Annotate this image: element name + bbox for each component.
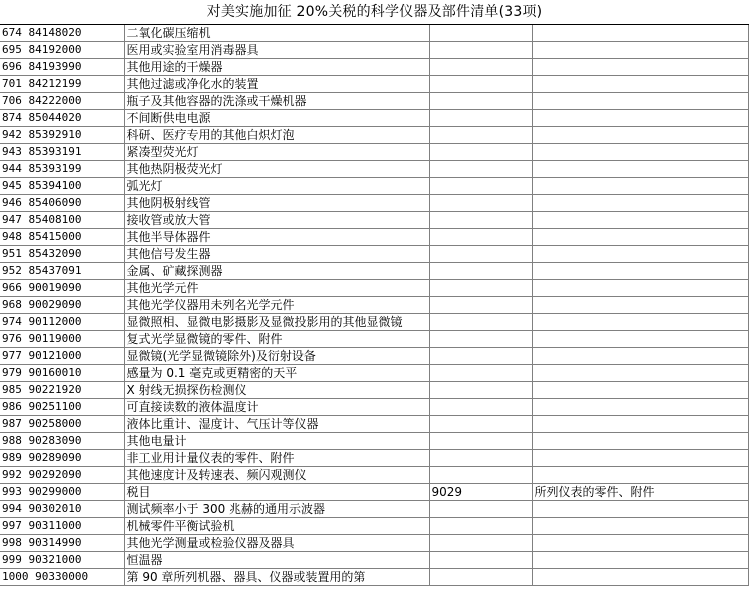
heading-desc-cell[interactable] bbox=[532, 501, 748, 518]
table-row bbox=[0, 178, 748, 195]
heading-desc-cell[interactable]: 所列仪表的零件、附件 bbox=[532, 484, 748, 501]
table-row bbox=[0, 382, 748, 399]
item-code-cell[interactable]: 987 90258000 bbox=[0, 416, 124, 433]
heading-code-cell[interactable] bbox=[429, 552, 532, 569]
heading-code-cell[interactable] bbox=[429, 127, 532, 144]
item-name-cell[interactable]: 其他阴极射线管 bbox=[124, 195, 429, 212]
table-row bbox=[0, 212, 748, 229]
item-name-cell[interactable]: 非工业用计量仪表的零件、附件 bbox=[124, 450, 429, 467]
table-row bbox=[0, 501, 748, 518]
heading-code-cell[interactable] bbox=[429, 297, 532, 314]
heading-desc-cell[interactable] bbox=[532, 399, 748, 416]
heading-code-cell[interactable] bbox=[429, 110, 532, 127]
item-name-cell[interactable]: 其他光学元件 bbox=[124, 280, 429, 297]
table-row bbox=[0, 365, 748, 382]
table-row bbox=[0, 297, 748, 314]
item-code-cell[interactable]: 952 85437091 bbox=[0, 263, 124, 280]
item-code-cell[interactable]: 986 90251100 bbox=[0, 399, 124, 416]
item-name-cell[interactable]: 显微镜(光学显微镜除外)及衍射设备 bbox=[124, 348, 429, 365]
heading-code-cell[interactable] bbox=[429, 348, 532, 365]
table-row bbox=[0, 535, 748, 552]
item-name-cell[interactable]: 接收管或放大管 bbox=[124, 212, 429, 229]
item-code-cell[interactable]: 946 85406090 bbox=[0, 195, 124, 212]
heading-desc-cell[interactable] bbox=[532, 59, 748, 76]
item-code-cell[interactable]: 974 90112000 bbox=[0, 314, 124, 331]
item-code-cell[interactable]: 701 84212199 bbox=[0, 76, 124, 93]
table-row bbox=[0, 416, 748, 433]
heading-desc-cell[interactable] bbox=[532, 110, 748, 127]
item-name-cell[interactable]: 其他过滤或净化水的装置 bbox=[124, 76, 429, 93]
heading-desc-cell[interactable] bbox=[532, 246, 748, 263]
table-row bbox=[0, 195, 748, 212]
heading-desc-cell[interactable] bbox=[532, 42, 748, 59]
item-name-cell[interactable]: 显微照相、显微电影摄影及显微投影用的其他显微镜 bbox=[124, 314, 429, 331]
item-name-cell[interactable]: 复式光学显微镜的零件、附件 bbox=[124, 331, 429, 348]
item-name-cell[interactable]: 机械零件平衡试验机 bbox=[124, 518, 429, 535]
item-code-cell[interactable]: 948 85415000 bbox=[0, 229, 124, 246]
heading-code-cell[interactable] bbox=[429, 280, 532, 297]
table-row bbox=[0, 25, 748, 42]
item-name-cell[interactable]: 可直接读数的液体温度计 bbox=[124, 399, 429, 416]
heading-code-cell[interactable] bbox=[429, 433, 532, 450]
item-code-cell[interactable]: 992 90292090 bbox=[0, 467, 124, 484]
heading-desc-cell[interactable] bbox=[532, 263, 748, 280]
heading-code-cell[interactable] bbox=[429, 178, 532, 195]
heading-desc-cell[interactable] bbox=[532, 212, 748, 229]
heading-code-cell[interactable] bbox=[429, 263, 532, 280]
heading-code-cell[interactable] bbox=[429, 59, 532, 76]
table-row bbox=[0, 331, 748, 348]
item-code-cell[interactable]: 951 85432090 bbox=[0, 246, 124, 263]
table-row bbox=[0, 93, 748, 110]
heading-code-cell[interactable] bbox=[429, 42, 532, 59]
heading-code-cell[interactable] bbox=[429, 365, 532, 382]
heading-code-cell[interactable] bbox=[429, 25, 532, 42]
table-row bbox=[0, 144, 748, 161]
heading-code-cell[interactable] bbox=[429, 229, 532, 246]
table-row bbox=[0, 246, 748, 263]
item-name-cell[interactable]: 其他半导体器件 bbox=[124, 229, 429, 246]
item-name-cell[interactable]: 瓶子及其他容器的洗涤或干燥机器 bbox=[124, 93, 429, 110]
table-row bbox=[0, 399, 748, 416]
heading-desc-cell[interactable] bbox=[532, 195, 748, 212]
heading-desc-cell[interactable] bbox=[532, 331, 748, 348]
item-code-cell[interactable]: 1000 90330000 bbox=[0, 569, 124, 586]
heading-desc-cell[interactable] bbox=[532, 144, 748, 161]
table-row bbox=[0, 467, 748, 484]
item-name-cell[interactable]: 恒温器 bbox=[124, 552, 429, 569]
item-code-cell[interactable]: 966 90019090 bbox=[0, 280, 124, 297]
heading-code-cell[interactable] bbox=[429, 501, 532, 518]
sheet-title: 对美实施加征 20%关税的科学仪器及部件清单(33项) bbox=[0, 0, 749, 25]
table-row bbox=[0, 59, 748, 76]
heading-desc-cell[interactable] bbox=[532, 433, 748, 450]
item-name-cell[interactable]: 金属、矿藏探测器 bbox=[124, 263, 429, 280]
heading-code-cell[interactable] bbox=[429, 93, 532, 110]
item-code-cell[interactable]: 696 84193990 bbox=[0, 59, 124, 76]
table-row bbox=[0, 229, 748, 246]
item-name-cell[interactable]: 紧凑型荧光灯 bbox=[124, 144, 429, 161]
item-code-cell[interactable]: 977 90121000 bbox=[0, 348, 124, 365]
table-row bbox=[0, 76, 748, 93]
heading-desc-cell[interactable] bbox=[532, 93, 748, 110]
item-name-cell[interactable]: 第 90 章所列机器、器具、仪器或装置用的第 bbox=[124, 569, 429, 586]
item-code-cell[interactable]: 988 90283090 bbox=[0, 433, 124, 450]
item-code-cell[interactable]: 979 90160010 bbox=[0, 365, 124, 382]
heading-code-cell[interactable] bbox=[429, 144, 532, 161]
heading-code-cell[interactable] bbox=[429, 195, 532, 212]
heading-code-cell[interactable] bbox=[429, 569, 532, 586]
product-table-body bbox=[0, 25, 748, 586]
item-name-cell[interactable]: 其他用途的干燥器 bbox=[124, 59, 429, 76]
item-name-cell[interactable]: 科研、医疗专用的其他白炽灯泡 bbox=[124, 127, 429, 144]
item-name-cell[interactable]: 其他速度计及转速表、频闪观测仪 bbox=[124, 467, 429, 484]
item-name-cell[interactable]: 测试频率小于 300 兆赫的通用示波器 bbox=[124, 501, 429, 518]
table-row bbox=[0, 110, 748, 127]
heading-code-cell[interactable] bbox=[429, 518, 532, 535]
table-row bbox=[0, 433, 748, 450]
table-row bbox=[0, 518, 748, 535]
table-row bbox=[0, 127, 748, 144]
item-name-cell[interactable]: 其他光学仪器用未列名光学元件 bbox=[124, 297, 429, 314]
item-name-cell[interactable]: 其他信号发生器 bbox=[124, 246, 429, 263]
heading-desc-cell[interactable] bbox=[532, 552, 748, 569]
heading-code-cell[interactable] bbox=[429, 416, 532, 433]
heading-code-cell[interactable] bbox=[429, 246, 532, 263]
heading-desc-cell[interactable] bbox=[532, 314, 748, 331]
item-code-cell[interactable]: 993 90299000 bbox=[0, 484, 124, 501]
item-code-cell[interactable]: 976 90119000 bbox=[0, 331, 124, 348]
item-code-cell[interactable]: 674 84148020 bbox=[0, 25, 124, 42]
table-row bbox=[0, 484, 748, 501]
table-row bbox=[0, 42, 748, 59]
item-name-cell[interactable]: X 射线无损探伤检测仪 bbox=[124, 382, 429, 399]
item-name-cell[interactable]: 液体比重计、湿度计、气压计等仪器 bbox=[124, 416, 429, 433]
table-row bbox=[0, 161, 748, 178]
item-name-cell[interactable]: 其他光学测量或检验仪器及器具 bbox=[124, 535, 429, 552]
heading-desc-cell[interactable] bbox=[532, 569, 748, 586]
heading-code-cell[interactable] bbox=[429, 314, 532, 331]
heading-desc-cell[interactable] bbox=[532, 416, 748, 433]
item-code-cell[interactable]: 706 84222000 bbox=[0, 93, 124, 110]
heading-desc-cell[interactable] bbox=[532, 178, 748, 195]
heading-desc-cell[interactable] bbox=[532, 161, 748, 178]
item-code-cell[interactable]: 944 85393199 bbox=[0, 161, 124, 178]
table-row bbox=[0, 348, 748, 365]
item-code-cell[interactable]: 985 90221920 bbox=[0, 382, 124, 399]
table-row bbox=[0, 552, 748, 569]
heading-desc-cell[interactable] bbox=[532, 467, 748, 484]
heading-code-cell[interactable]: 9029 bbox=[429, 484, 532, 501]
item-code-cell[interactable]: 968 90029090 bbox=[0, 297, 124, 314]
item-code-cell[interactable]: 997 90311000 bbox=[0, 518, 124, 535]
heading-desc-cell[interactable] bbox=[532, 229, 748, 246]
heading-desc-cell[interactable] bbox=[532, 365, 748, 382]
item-name-cell[interactable]: 弧光灯 bbox=[124, 178, 429, 195]
heading-desc-cell[interactable] bbox=[532, 280, 748, 297]
heading-code-cell[interactable] bbox=[429, 399, 532, 416]
heading-desc-cell[interactable] bbox=[532, 127, 748, 144]
table-row bbox=[0, 450, 748, 467]
heading-code-cell[interactable] bbox=[429, 161, 532, 178]
heading-code-cell[interactable] bbox=[429, 535, 532, 552]
heading-code-cell[interactable] bbox=[429, 467, 532, 484]
item-code-cell[interactable]: 942 85392910 bbox=[0, 127, 124, 144]
heading-code-cell[interactable] bbox=[429, 450, 532, 467]
heading-desc-cell[interactable] bbox=[532, 450, 748, 467]
heading-code-cell[interactable] bbox=[429, 382, 532, 399]
heading-desc-cell[interactable] bbox=[532, 535, 748, 552]
heading-code-cell[interactable] bbox=[429, 212, 532, 229]
item-name-cell[interactable]: 税目 bbox=[124, 484, 429, 501]
item-code-cell[interactable]: 999 90321000 bbox=[0, 552, 124, 569]
heading-desc-cell[interactable] bbox=[532, 76, 748, 93]
item-name-cell[interactable]: 其他电量计 bbox=[124, 433, 429, 450]
product-table bbox=[0, 25, 749, 586]
table-row bbox=[0, 314, 748, 331]
item-name-cell[interactable]: 二氧化碳压缩机 bbox=[124, 25, 429, 42]
item-code-cell[interactable]: 695 84192000 bbox=[0, 42, 124, 59]
heading-code-cell[interactable] bbox=[429, 331, 532, 348]
table-row bbox=[0, 280, 748, 297]
heading-desc-cell[interactable] bbox=[532, 25, 748, 42]
table-row bbox=[0, 569, 748, 586]
heading-desc-cell[interactable] bbox=[532, 518, 748, 535]
table-row bbox=[0, 263, 748, 280]
item-name-cell[interactable]: 不间断供电电源 bbox=[124, 110, 429, 127]
heading-desc-cell[interactable] bbox=[532, 348, 748, 365]
item-code-cell[interactable]: 945 85394100 bbox=[0, 178, 124, 195]
heading-code-cell[interactable] bbox=[429, 76, 532, 93]
heading-desc-cell[interactable] bbox=[532, 297, 748, 314]
item-name-cell[interactable]: 感量为 0.1 毫克或更精密的天平 bbox=[124, 365, 429, 382]
item-name-cell[interactable]: 其他热阴极荧光灯 bbox=[124, 161, 429, 178]
item-code-cell[interactable]: 994 90302010 bbox=[0, 501, 124, 518]
item-code-cell[interactable]: 989 90289090 bbox=[0, 450, 124, 467]
item-code-cell[interactable]: 874 85044020 bbox=[0, 110, 124, 127]
item-code-cell[interactable]: 943 85393191 bbox=[0, 144, 124, 161]
item-name-cell[interactable]: 医用或实验室用消毒器具 bbox=[124, 42, 429, 59]
item-code-cell[interactable]: 998 90314990 bbox=[0, 535, 124, 552]
item-code-cell[interactable]: 947 85408100 bbox=[0, 212, 124, 229]
heading-desc-cell[interactable] bbox=[532, 382, 748, 399]
